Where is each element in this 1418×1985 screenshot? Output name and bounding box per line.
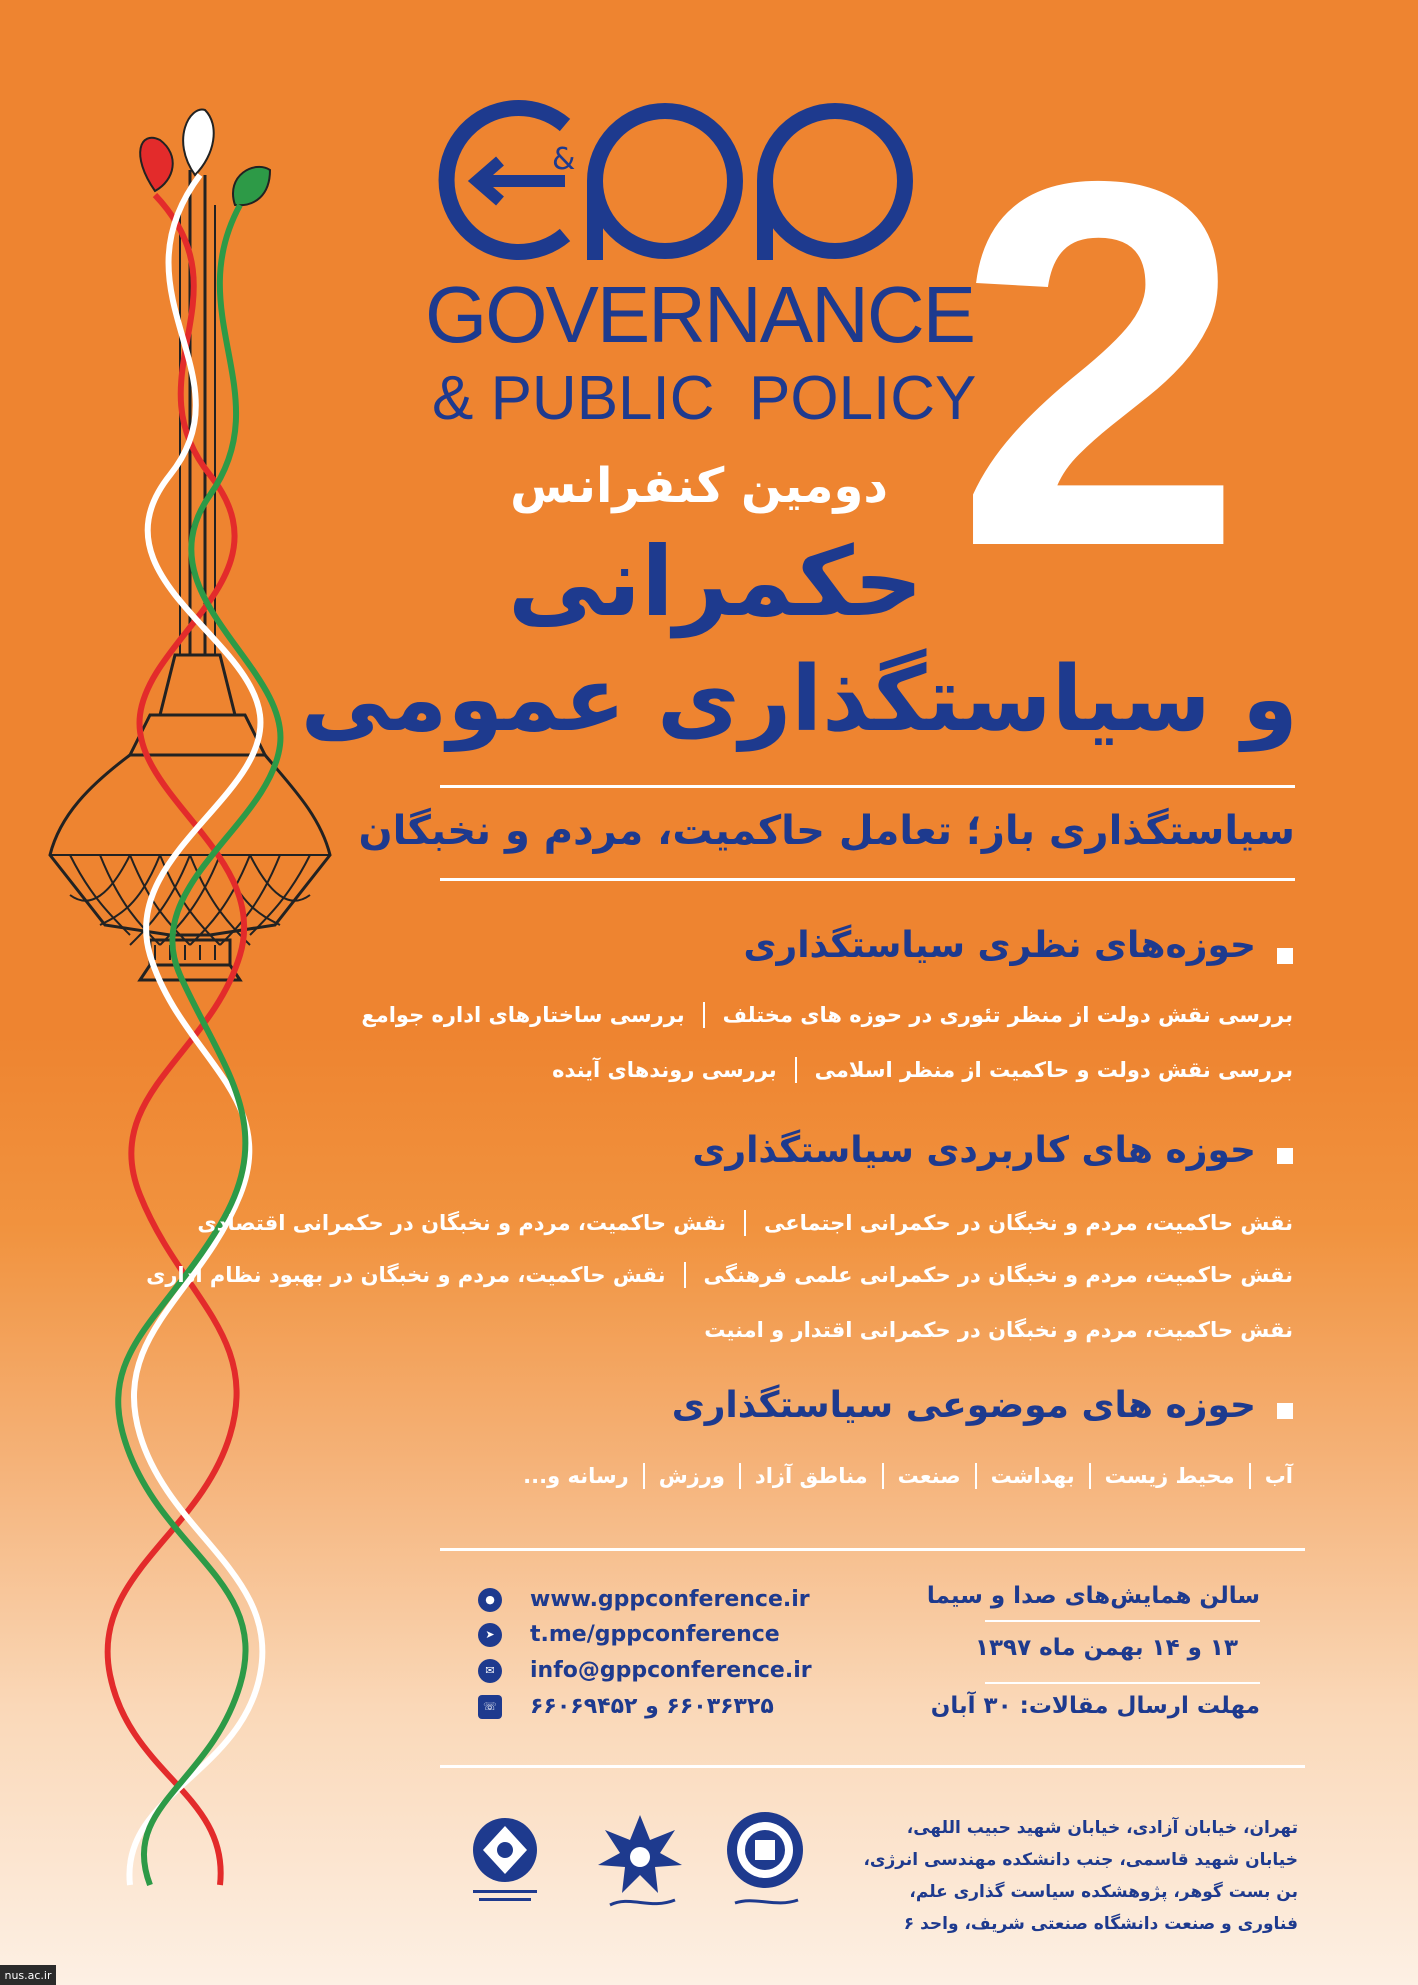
contact-website[interactable] — [485, 1587, 810, 1612]
separator — [1249, 1463, 1251, 1489]
divider — [440, 878, 1295, 881]
corner-watermark: nus.ac.ir — [0, 1965, 56, 1985]
separator — [1089, 1463, 1091, 1489]
divider — [440, 785, 1295, 788]
separator — [739, 1463, 741, 1489]
contact-telegram[interactable] — [485, 1622, 780, 1647]
topic-row — [197, 1210, 1293, 1236]
separator — [882, 1463, 884, 1489]
separator — [703, 1002, 705, 1028]
topic-item: نقش حاکمیت، مردم و نخبگان در حکمرانی اجتماعی — [764, 1211, 1293, 1235]
submission-deadline: مهلت ارسال مقالات: ۳۰ آبان — [930, 1693, 1260, 1719]
conference-theme: سیاستگذاری باز؛ تعامل حاکمیت، مردم و نخبگان — [358, 808, 1295, 854]
title-governance: حکمرانی — [507, 526, 923, 638]
topic-item: ورزش — [658, 1464, 725, 1488]
topic-item: آب — [1264, 1464, 1293, 1488]
topic-item: بررسی نقش دولت از منظر تئوری در حوزه های مختلف — [722, 1003, 1293, 1027]
contact-email[interactable] — [485, 1658, 812, 1683]
section-heading: حوزه های کاربردی سیاستگذاری — [692, 1130, 1256, 1171]
topic-item: نقش حاکمیت، مردم و نخبگان در بهبود نظام اداری — [146, 1263, 666, 1287]
sponsor-logo-sharif-university — [720, 1808, 810, 1913]
topic-item: بهداشت — [990, 1464, 1075, 1488]
topic-item: صنعت — [897, 1464, 961, 1488]
section-heading: حوزه های موضوعی سیاستگذاری — [671, 1385, 1256, 1426]
conference-dates: ۱۳ و ۱۴ بهمن ماه ۱۳۹۷ — [974, 1635, 1238, 1661]
separator — [744, 1210, 746, 1236]
topic-item: نقش حاکمیت، مردم و نخبگان در حکمرانی اقتدار و امنیت — [704, 1318, 1293, 1342]
logo-governance: GOVERNANCE — [425, 270, 974, 359]
title-policy: و سیاستگذاری عمومی — [300, 647, 1298, 752]
topic-item: بررسی روندهای آینده — [552, 1058, 777, 1082]
tower-pod — [50, 755, 330, 935]
green-leaf — [233, 167, 270, 205]
contact-phone — [483, 1694, 774, 1719]
white-leaf — [183, 110, 214, 175]
topic-item: بررسی نقش دولت و حاکمیت از منظر اسلامی — [814, 1058, 1293, 1082]
phone-text: ۶۶۰۳۶۳۲۵ و ۶۶۰۶۹۴۵۲ — [530, 1694, 774, 1719]
divider — [440, 1765, 1305, 1768]
topic-item: بررسی ساختارهای اداره جوامع — [361, 1003, 685, 1027]
red-ribbon — [108, 195, 245, 1885]
venue-hall: سالن همایش‌های صدا و سیما — [926, 1583, 1260, 1609]
separator — [975, 1463, 977, 1489]
section-bullet — [1277, 948, 1293, 964]
topic-item: رسانه و... — [523, 1464, 629, 1488]
topic-row — [523, 1463, 1293, 1489]
email-text: info@gppconference.ir — [530, 1658, 812, 1683]
topic-item: نقش حاکمیت، مردم و نخبگان در حکمرانی اقتصادی — [197, 1211, 726, 1235]
topic-item: محیط زیست — [1104, 1464, 1235, 1488]
red-leaf — [140, 138, 173, 191]
sponsor-logo-irib — [590, 1805, 690, 1915]
section-bullet — [1277, 1403, 1293, 1419]
topic-item: مناطق آزاد — [754, 1464, 868, 1488]
separator — [795, 1057, 797, 1083]
milad-tower-illustration — [30, 95, 350, 1895]
venue-divider — [985, 1682, 1260, 1684]
topic-row — [146, 1262, 1293, 1288]
sponsor-logo-research-center — [455, 1812, 555, 1912]
title-conference: دومین کنفرانس — [510, 458, 888, 514]
logo-ampersand: & — [552, 142, 576, 177]
topic-row — [361, 1002, 1293, 1028]
fax-icon: ☏ — [478, 1695, 502, 1719]
globe-icon: ● — [478, 1588, 502, 1612]
gpp-logo — [415, 95, 935, 265]
separator — [643, 1463, 645, 1489]
venue-divider — [985, 1620, 1260, 1622]
separator — [684, 1262, 686, 1288]
topic-item: نقش حاکمیت، مردم و نخبگان در حکمرانی علمی فرهنگی — [703, 1263, 1293, 1287]
telegram-icon: ➤ — [478, 1623, 502, 1647]
topic-row — [704, 1318, 1293, 1342]
topic-row — [552, 1057, 1293, 1083]
mail-icon: ✉ — [478, 1659, 502, 1683]
edition-number: 2 — [955, 74, 1245, 655]
telegram-text: t.me/gppconference — [530, 1622, 780, 1647]
website-text: www.gppconference.ir — [530, 1587, 810, 1612]
logo-public-policy: & PUBLIC POLICY — [432, 364, 977, 433]
section-heading: حوزه‌های نظری سیاستگذاری — [743, 925, 1256, 966]
divider — [440, 1548, 1305, 1551]
section-bullet — [1277, 1148, 1293, 1164]
postal-address: تهران، خیابان آزادی، خیابان شهید حبیب اللهی، خیابان شهید قاسمی، جنب دانشکده مهندسی انرژی، بن بست گوهر، پژوهشکده سیاست گذاری علم، فناوری و صنعت دانشگاه صنعتی شریف، واحد ۶ — [863, 1818, 1298, 1934]
